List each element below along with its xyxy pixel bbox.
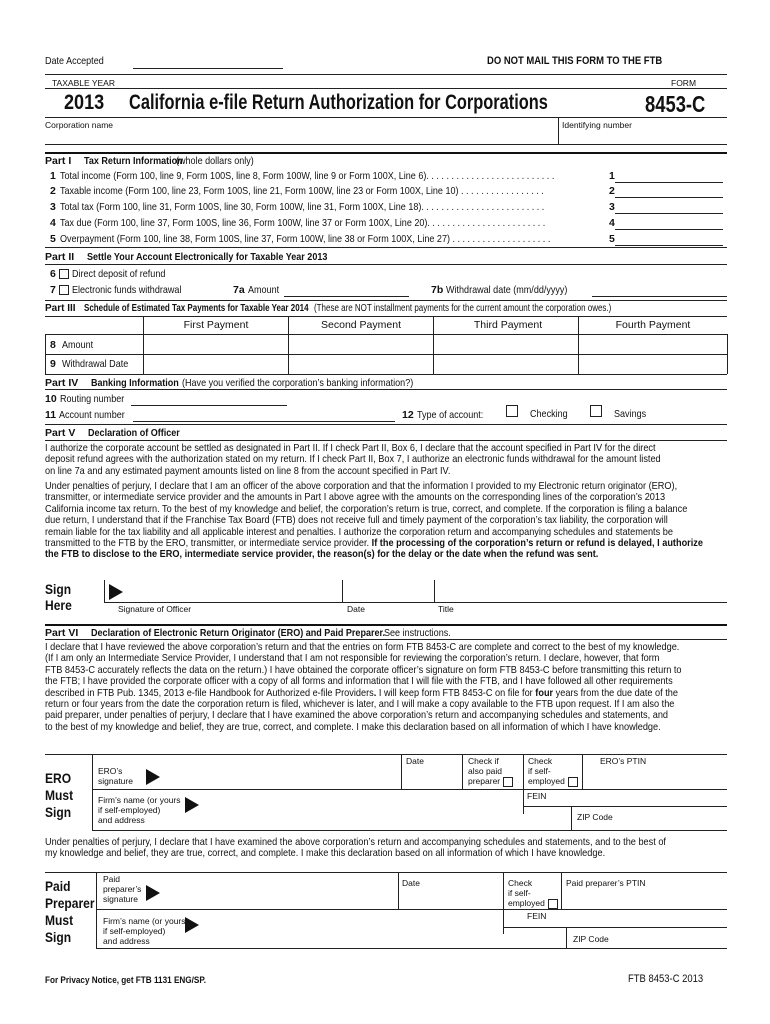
privacy-notice: For Privacy Notice, get FTB 1131 ENG/SP. [45, 975, 207, 986]
preparer-signature-line[interactable] [96, 909, 727, 910]
tax-year: 2013 [64, 91, 105, 114]
part1-line-4-amount-field[interactable] [615, 229, 723, 230]
sign-here-label: Sign Here [45, 581, 72, 613]
do-not-mail-notice: DO NOT MAIL THIS FORM TO THE FTB [487, 55, 663, 67]
checking-checkbox[interactable] [506, 405, 518, 417]
officer-authorization-paragraph [45, 443, 727, 477]
line6-direct-deposit[interactable]: 6 Direct deposit of refund [50, 268, 166, 280]
line-ref-number: 2 [609, 185, 615, 197]
line7b-field[interactable] [592, 296, 727, 297]
line-number: 1 [50, 170, 56, 182]
preparer-firm-name-label: Firm’s name (or yours if self-employed) and address [103, 916, 186, 946]
paragraph-text: transmitted to the FTB by the ERO, transmitter, or intermediate service provider. [45, 538, 370, 550]
part6-heading: Part VI Declaration of Electronic Return Originator (ERO) and Paid Preparer. See instructions. [45, 627, 451, 639]
account-number-field[interactable] [133, 421, 395, 422]
line-ref-number: 4 [609, 217, 615, 229]
paragraph-line: remain liable for the tax liability and all applicable interest and penalties. I authorize the corporation return and accompanying schedules and statements be [45, 526, 673, 538]
line9-withdrawal-date-label: 9 Withdrawal Date [50, 358, 128, 370]
line-description: Total income (Form 100, line 9, Form 100S, line 8, Form 100W, line 9 or Form 100X, Line 6). . . . . . . . . . . . . . . . . . . . . . . . . . [59, 170, 555, 182]
preparer-date-label: Date [402, 878, 420, 888]
line8-amount-label: 8 Amount [50, 339, 93, 351]
footer-form-id: FTB 8453-C 2013 [628, 973, 704, 985]
payment-column-header: Third Payment [473, 319, 543, 331]
paragraph-text: years from the due date of the [553, 687, 678, 699]
paragraph-bold-line: the FTB to disclose to the ERO, intermediate service provider, the reason(s) for the delay or the date when the refund was sent. [45, 549, 599, 561]
officer-perjury-paragraph [45, 481, 727, 561]
savings-checkbox[interactable] [590, 405, 602, 417]
line-description: Taxable income (Form 100, line 23, Form 100S, line 21, Form 100W, line 23 or Form 100X, Line 10) . . . . . . . . . . . . . . . . . [59, 185, 544, 197]
paragraph-line: the FTB; I have provided the corporate officer with a copy of all forms and information that I will file with the FTB, and I have followed all other requirements [45, 676, 673, 688]
paid-preparer-signature-label: Paid preparer’s signature [103, 874, 142, 904]
preparer-firm-address-line[interactable] [96, 948, 727, 949]
ero-date-label: Date [406, 756, 424, 766]
line7-checkbox[interactable] [59, 285, 69, 295]
paragraph-line: return or four years from the date the corporation return is filed, whichever is later, and I will make a copy available to the FTB upon request. If I am also the [45, 699, 675, 711]
preparer-ptin-label: Paid preparer’s PTIN [566, 878, 646, 888]
paragraph-line: I authorize the corporate account be settled as designated in Part II. If I check Part II, Box 6, I declare that the account specified in Part IV for the direct [45, 443, 656, 454]
paragraph-line: to the best of my knowledge and belief, they are true, correct, and complete. I make this declaration based on all information of which I have knowledge. [45, 721, 661, 733]
preparer-fein-label: FEIN [527, 911, 547, 921]
sign-arrow-icon [109, 584, 123, 600]
paragraph-bold-text: If the processing of the corporation’s return or refund is delayed, I authorize [371, 538, 703, 550]
line7a-field[interactable] [284, 296, 409, 297]
line-ref-number: 3 [609, 201, 615, 213]
form-number: 8453-C [645, 91, 706, 117]
line7-electronic-withdrawal[interactable]: 7 Electronic funds withdrawal [50, 284, 182, 296]
paragraph-line: due return, I understand that if the Franchise Tax Board (FTB) does not receive full and timely payment of the corporation’s tax liability, the corporation will [45, 515, 668, 527]
part1-line-4 [50, 217, 624, 229]
preparer-sign-arrow-icon [146, 885, 160, 901]
paragraph-line: California income tax return. To the best of my knowledge and belief, the corporation’s return is true, correct, and complete. If the corporation is filing a balance [45, 503, 688, 515]
part4-heading: Part IV Banking Information (Have you verified the corporation’s banking information?) [45, 377, 414, 389]
part3-heading: Part III Schedule of Estimated Tax Payments for Taxable Year 2014 (These are NOT installment payments for the current amount the corporation owes.) [45, 303, 612, 314]
paragraph-line: I declare that I have reviewed the above corporation’s return and that the entries on form FTB 8453-C are complete and correct to the best of my knowledge. [45, 642, 680, 653]
preparer-self-employed-checkbox[interactable] [548, 899, 558, 909]
line9-date-fields[interactable] [144, 355, 727, 373]
paragraph-text: I will keep form FTB 8453-C on file for [376, 687, 536, 699]
ero-sign-arrow-icon [146, 769, 160, 785]
ero-fein-label: FEIN [527, 791, 547, 801]
part1-line-2 [50, 185, 622, 197]
ero-check-paid-preparer[interactable]: Check if also paid preparer [468, 756, 516, 787]
part1-line-3-amount-field[interactable] [615, 213, 723, 214]
preparer-zip-label: ZIP Code [573, 934, 609, 944]
form-label: FORM [671, 78, 697, 88]
part1-line-2-amount-field[interactable] [615, 197, 723, 198]
paragraph-line: Under penalties of perjury, I declare that I am an officer of the above corporation and that the information I provided to my Electronic return originator (ERO), [45, 481, 678, 492]
checking-option[interactable]: Checking [506, 405, 573, 420]
ero-self-employed-checkbox[interactable] [568, 777, 578, 787]
line-ref-number: 1 [609, 170, 615, 182]
ero-firm-arrow-icon [185, 797, 199, 813]
line-description: Overpayment (Form 100, line 38, Form 100S, line 37, Form 100W, line 38 or Form 100X, Line 27) . . . . . . . . . . . . . . . . . . . . [59, 233, 551, 245]
paragraph-line: (If I am only an Intermediate Service Provider, I understand that I am not responsible for reviewing the corporation’s return. I declare, however, that form [45, 653, 660, 665]
preparer-firm-arrow-icon [185, 917, 199, 933]
line-ref-number: 5 [609, 233, 615, 245]
paragraph-line: FTB 8453-C accurately reflects the data on the return.) I have obtained the corporate officer’s signature on form FTB 8453-C before transmitting this return to [45, 664, 682, 676]
line-number: 2 [50, 185, 56, 197]
preparer-check-self-employed[interactable]: Check if self- employed [508, 878, 561, 909]
taxable-year-label: TAXABLE YEAR [52, 78, 115, 88]
ero-firm-name-label: Firm’s name (or yours if self-employed) and address [98, 795, 181, 825]
savings-option[interactable]: Savings [590, 405, 651, 420]
date-accepted-label: Date Accepted [45, 55, 104, 67]
paid-preparer-checkbox[interactable] [503, 777, 513, 787]
line10-routing-label: 10 Routing number [45, 393, 124, 405]
part5-heading: Part V Declaration of Officer [45, 427, 181, 439]
line-description: Tax due (Form 100, line 37, Form 100S, line 36, Form 100W, line 37 or Form 100X, Line 20). . . . . . . . . . . . . . . . . . . . . . . . [59, 217, 546, 229]
routing-number-field[interactable] [131, 405, 287, 406]
ero-check-self-employed[interactable]: Check if self- employed [528, 756, 581, 787]
paid-preparer-must-sign-label: Paid Preparer Must Sign [45, 878, 95, 945]
officer-date-label: Date [347, 604, 365, 614]
line6-checkbox[interactable] [59, 269, 69, 279]
part1-line-5 [50, 233, 630, 245]
ero-must-sign-label: ERO Must Sign [45, 770, 74, 820]
paragraph-line [45, 538, 727, 549]
paragraph-line: deposit refund agrees with the authorization stated on my return. If I check Part II, Box 7, I authorize an electronic funds withdrawal for the amount listed [45, 454, 661, 466]
identifying-number-label: Identifying number [562, 120, 632, 130]
paragraph-text: four [535, 687, 554, 699]
line-number: 5 [50, 233, 56, 245]
line12-account-type-label: 12 Type of account: [402, 409, 483, 421]
ero-ptin-label: ERO’s PTIN [600, 756, 647, 766]
line-description: Total tax (Form 100, line 31, Form 100S, line 30, Form 100W, line 31, Form 100X, Line 18). . . . . . . . . . . . . . . . . . . . . . . . . [59, 201, 545, 213]
line11-account-label: 11 Account number [45, 409, 125, 421]
paragraph-text: described in FTB Pub. 1345, 2013 e-file Handbook for Authorized e-file Providers [45, 687, 374, 699]
paragraph-line: Under penalties of perjury, I declare that I have examined the above corporation’s return and accompanying schedules and statements, and to the best of [45, 837, 666, 848]
officer-signature-line[interactable] [104, 602, 727, 603]
part1-line-1 [50, 170, 635, 182]
payment-column-header: First Payment [183, 319, 249, 331]
line-number: 3 [50, 201, 56, 213]
line-number: 4 [50, 217, 56, 229]
ero-signature-label: ERO’s signature [98, 766, 133, 786]
form-title: California e-file Return Authorization for Corporations [129, 91, 548, 114]
ero-zip-label: ZIP Code [577, 812, 613, 822]
line7b-date-label: 7b Withdrawal date (mm/dd/yyyy) [431, 284, 568, 296]
date-accepted-line[interactable] [133, 68, 283, 69]
officer-title-label: Title [438, 604, 454, 614]
officer-signature-label: Signature of Officer [118, 604, 192, 614]
preparer-perjury-paragraph [45, 837, 727, 860]
ero-firm-address-line[interactable] [92, 830, 727, 831]
line8-amount-fields[interactable] [144, 335, 727, 353]
payment-column-header: Second Payment [321, 319, 401, 331]
line7a-amount-label: 7a Amount [233, 284, 279, 296]
paragraph-line: on line 7a and any estimated payment amounts listed on line 8 from the account specified in Part IV. [45, 465, 451, 477]
part1-line-5-amount-field[interactable] [615, 245, 723, 246]
ero-declaration-paragraph [45, 642, 727, 733]
part1-line-1-amount-field[interactable] [615, 182, 723, 183]
corporation-name-label: Corporation name [45, 120, 114, 130]
paragraph-line: my knowledge and belief, they are true, correct, and complete. I make this declaration based on all information of which I have knowledge. [45, 848, 606, 860]
paragraph-line: transmitter, or intermediate service provider and the amounts in Part I above agree with the amounts on the corresponding lines of the corporation’s 2013 [45, 492, 666, 504]
paragraph-text: . [373, 687, 377, 699]
paragraph-line [45, 688, 727, 699]
part2-heading: Part II Settle Your Account Electronically for Taxable Year 2013 [45, 251, 328, 263]
ero-signature-line[interactable] [92, 789, 727, 790]
part1-line-3 [50, 201, 623, 213]
part1-heading: Part I Tax Return Information (whole dollars only) [45, 155, 254, 167]
paragraph-line: paid preparer, under penalties of perjury, I declare that I have examined the above corporation’s return and accompanying schedules and statements, and [45, 710, 669, 722]
payment-column-header: Fourth Payment [615, 319, 691, 331]
